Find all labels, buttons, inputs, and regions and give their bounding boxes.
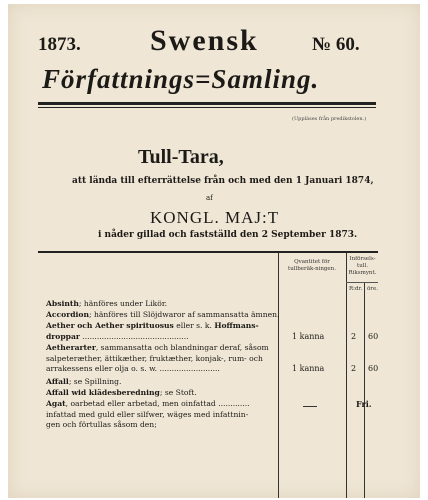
quantity-dash [303, 406, 317, 407]
entry-text-line2: salpeteræther, ättikæther, fruktæther, konjak-, rum- och [46, 353, 263, 363]
masthead-title-line1: Swensk [150, 24, 259, 57]
table-row [46, 321, 259, 342]
section-title: Tull-Tara, [138, 146, 224, 168]
entry-text-line3: gen och förtullas såsom den; [46, 420, 157, 429]
tariff-free-cell: Fri. [356, 399, 372, 409]
masthead-title-line2: Författnings=Samling. [42, 64, 320, 94]
entry-text-line2: ............................................ [79, 331, 189, 341]
section-subtitle: att lända till efterrättelse från och med den 1 Januari 1874, [72, 176, 374, 186]
entry-term-line2: droppar [46, 331, 80, 341]
column-header-rdr: R:dr. [349, 286, 363, 292]
table-row [46, 299, 167, 310]
entry-text: ; hänföres under Likör. [78, 299, 168, 308]
entry-text: ; hänföres till Slöjdwaror af sammansatta ämnen. [89, 310, 280, 319]
entry-term: Affall wid klädesberedning [46, 388, 160, 397]
entry-term: Absinth [46, 299, 79, 308]
entry-text: , oarbetad eller arbetad, men oinfattad ............. [65, 399, 250, 408]
column-header-ore: öre. [367, 286, 378, 292]
entry-term: Aether och Aether spirituosus [46, 321, 174, 330]
issue-year: 1873. [38, 34, 81, 55]
masthead-rule-thin [38, 107, 376, 108]
entry-term: Agat [46, 399, 66, 408]
entry-text: ; se Stoft. [159, 388, 197, 397]
section-subtitle-2: i nåder gillad och fastställd den 2 September 1873. [98, 230, 358, 240]
table-row [46, 399, 250, 431]
table-row [46, 310, 279, 321]
entry-term-cont: Hoffmans- [214, 321, 259, 330]
document-page [8, 4, 420, 498]
entry-term: Affall [46, 377, 69, 386]
column-header-tariff: Införsels-tull. Riksmynt. [348, 256, 377, 276]
table-row [46, 377, 121, 388]
table-divider-rd-ore [364, 283, 365, 498]
entry-text: ; se Spillning. [68, 377, 122, 386]
entry-term: Aetherarter [46, 343, 96, 352]
table-divider-tara [346, 253, 347, 498]
ore-cell: 60 [368, 364, 379, 373]
rdr-cell: 2 [351, 364, 357, 373]
authority-name: KONGL. MAJ:T [150, 208, 280, 227]
entry-text-line2: infattad med guld eller silfwer, wäges med infattnin- [46, 409, 249, 419]
reading-note: (Uppläses från predikstolen.) [292, 116, 367, 122]
quantity-cell: 1 kanna [292, 364, 325, 373]
table-top-rule [38, 251, 378, 253]
column-header-quantity: Qvantitet för tullberäk-ningen. [288, 259, 336, 272]
tariff-subheader-rule [346, 282, 378, 283]
quantity-cell: 1 kanna [292, 332, 325, 341]
issue-number: № 60. [312, 34, 360, 55]
table-row [46, 343, 269, 375]
table-row [46, 388, 197, 399]
entry-text: eller s. k. [173, 321, 215, 330]
section-af: af [206, 194, 213, 202]
entry-term: Accordion [46, 310, 89, 319]
entry-text: , sammansatta och blandningar deraf, såsom [95, 343, 269, 352]
rdr-cell: 2 [351, 332, 357, 341]
entry-text-line3: arrakessens eller olja o. s. w. ......................... [46, 364, 220, 373]
ore-cell: 60 [368, 332, 379, 341]
masthead-rule-thick [38, 102, 376, 105]
table-divider-qty [278, 253, 279, 498]
